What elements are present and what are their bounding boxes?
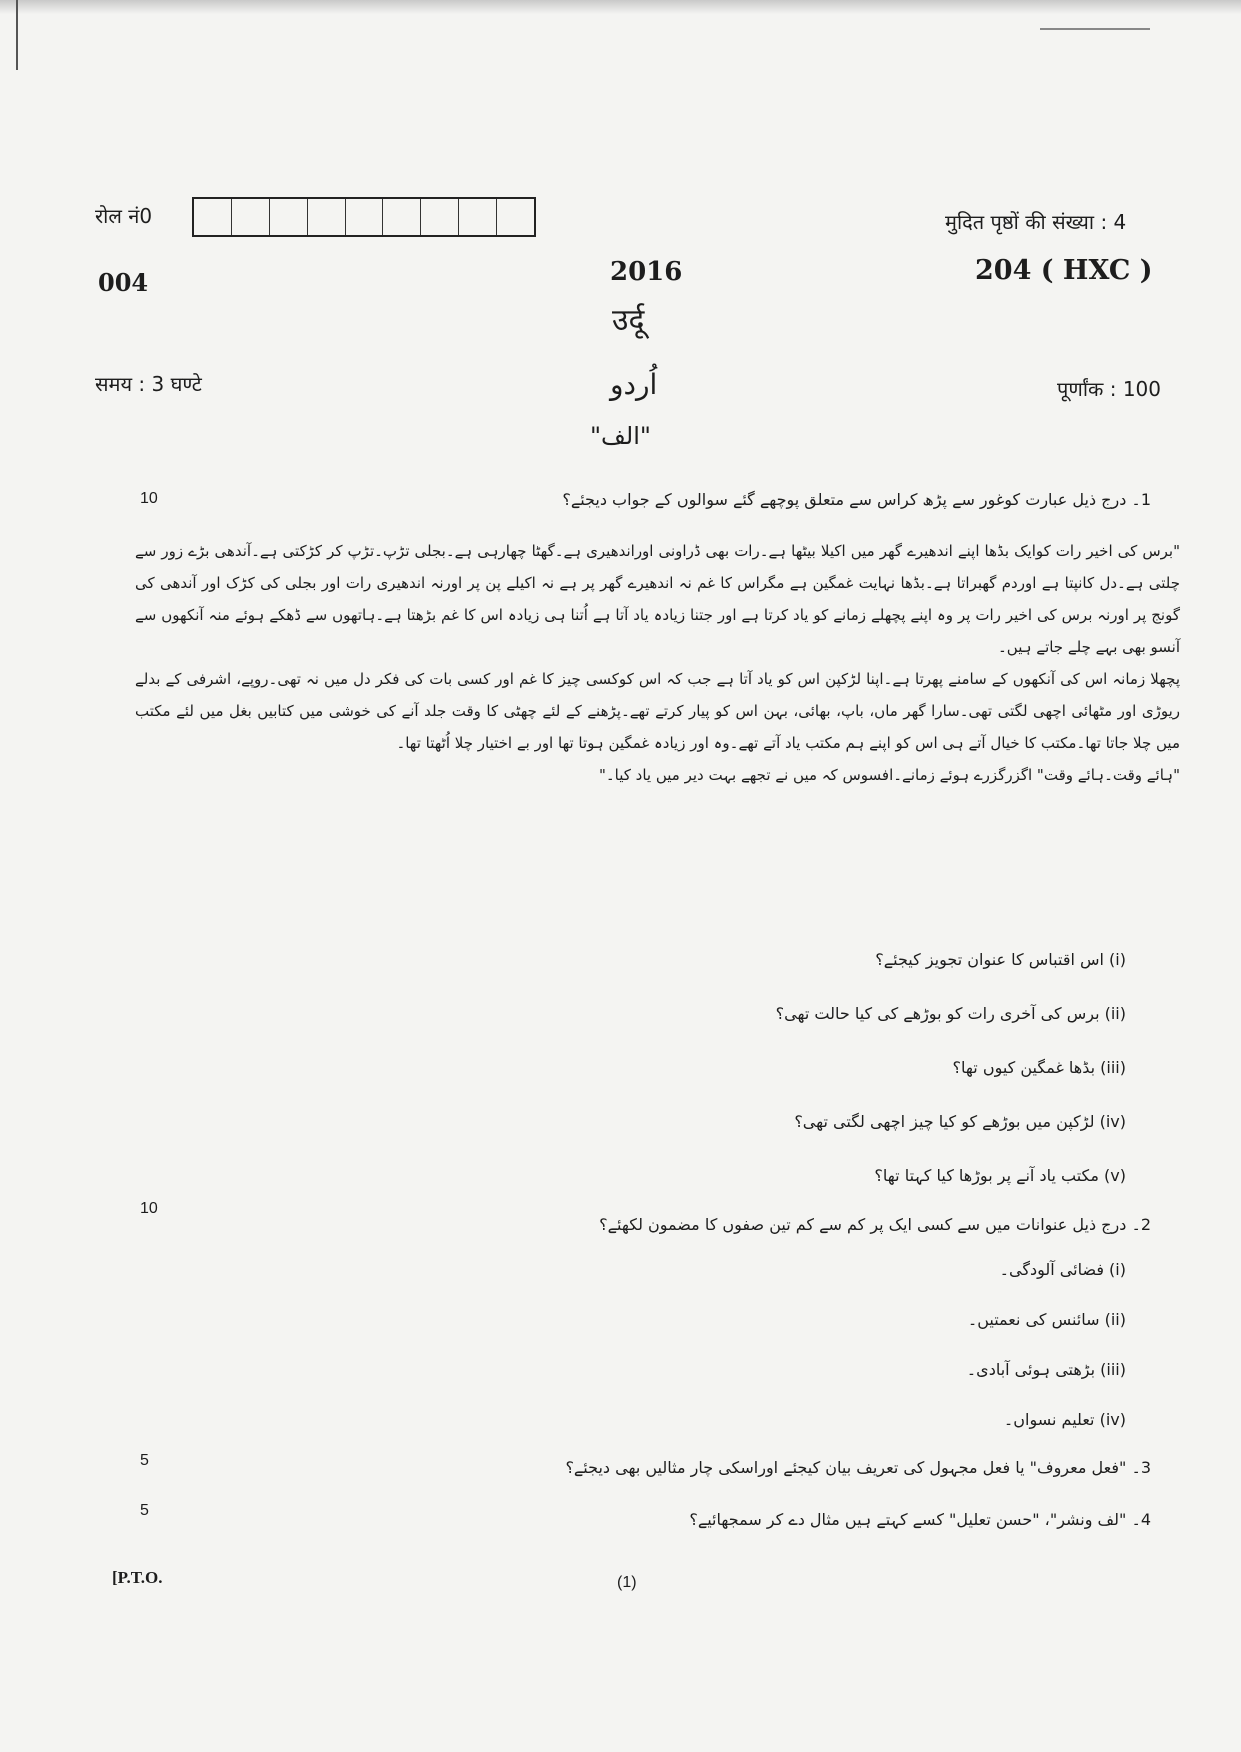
scan-edge-top <box>0 0 1241 14</box>
q3-instruction: 3۔ "فعل معروف" یا فعل مجہول کی تعریف بیان کیجئے اوراسکی چار مثالیں بھی دیجئے؟ <box>565 1458 1151 1477</box>
q1-marks: 10 <box>140 490 158 507</box>
roll-box[interactable] <box>346 199 384 235</box>
roll-number-label: रोल नं0 <box>95 204 153 228</box>
scan-mark-right <box>1040 28 1150 30</box>
q1-sub-v: (v) مکتب یاد آنے پر بوڑھا کیا کہتا تھا؟ <box>874 1166 1126 1185</box>
q1-sub-i: (i) اس اقتباس کا عنوان تجویز کیجئے؟ <box>875 950 1126 969</box>
passage-paragraph-2: پچھلا زمانہ اس کی آنکھوں کے سامنے پھرتا ہے۔اپنا لڑکپن اس کو یاد آتا ہے جب کہ اس کوکسی چیز کا غم اور کسی بات کی فکر دل میں نہ تھی۔روپے، اشرفی کے بدلے ریوڑی اور مٹھائی اچھی لگتی تھی۔سارا گھر ماں، باپ، بھائی، بہن اس کو پیار کرتے تھے۔پڑھنے کے لئے چھٹی کا وقت جلد آنے کی خوشی میں کتابیں بغل میں لئے مکتب میں چلا جاتا تھا۔مکتب کا خیال آتے ہی اس کو اپنے ہم مکتب یاد آتے تھے۔وہ اور زیادہ غمگین ہوتا تھا اور بے اختیار چلا اُٹھتا تھا۔ <box>135 670 1180 752</box>
q2-sub-iii: (iii) بڑھتی ہوئی آبادی۔ <box>966 1360 1126 1379</box>
roll-box[interactable] <box>194 199 232 235</box>
scan-edge-left <box>16 0 18 70</box>
roll-box[interactable] <box>421 199 459 235</box>
paper-serial: 004 <box>98 268 149 297</box>
roll-box[interactable] <box>270 199 308 235</box>
roll-box[interactable] <box>308 199 346 235</box>
q1-sub-ii: (ii) برس کی آخری رات کو بوڑھے کی کیا حالت تھی؟ <box>775 1004 1126 1023</box>
q1-sub-iv: (iv) لڑکپن میں بوڑھے کو کیا چیز اچھی لگتی تھی؟ <box>794 1112 1126 1131</box>
q2-marks: 10 <box>140 1200 158 1217</box>
q3-marks: 5 <box>140 1452 149 1469</box>
maximum-marks: पूर्णांक : 100 <box>1057 377 1161 401</box>
section-heading: "الف" <box>590 422 651 450</box>
please-turn-over: [P.T.O. <box>112 1568 163 1587</box>
q1-sub-iii: (iii) بڈھا غمگین کیوں تھا؟ <box>952 1058 1126 1077</box>
q4-marks: 5 <box>140 1502 149 1519</box>
time-allowed: समय : 3 घण्टे <box>95 372 202 396</box>
roll-box[interactable] <box>497 199 534 235</box>
exam-year: 2016 <box>610 257 683 287</box>
roll-box[interactable] <box>383 199 421 235</box>
q2-sub-iv: (iv) تعلیم نسواں۔ <box>1003 1410 1126 1429</box>
q1-passage <box>135 535 1180 791</box>
roll-box[interactable] <box>459 199 497 235</box>
printed-pages: मुदित पृष्ठों की संख्या : 4 <box>945 210 1127 234</box>
paper-code: 204 ( HXC ) <box>975 255 1153 286</box>
subject-title-hindi: उर्दू <box>612 303 645 338</box>
roll-box[interactable] <box>232 199 270 235</box>
page-number: (1) <box>617 1574 637 1591</box>
passage-paragraph-1: "برس کی اخیر رات کوایک بڈھا اپنے اندھیرے گھر میں اکیلا بیٹھا ہے۔رات بھی ڈراونی اوراندھیری ہے۔گھٹا چھارہی ہے۔بجلی تڑپ۔تڑپ کر کڑکتی ہے۔آندھی بڑے زور سے چلتی ہے۔دل کانپتا ہے اوردم گھبراتا ہے۔بڈھا نہایت غمگین ہے مگراس کا غم نہ اندھیرے گھر پر ہے نہ اکیلے پن پر اورنہ اندھیری رات اور بجلی کی کڑک اور آندھی کی گونج پر اورنہ برس کی اخیر رات پر وہ اپنے پچھلے زمانے کو یاد کرتا ہے اور جتنا زیادہ یاد آتا ہے اُتنا ہی زیادہ اس کا غم بڑھتا ہے۔ہاتھوں سے ڈھکے ہوئے منہ آنکھوں سے آنسو بھی بہے چلے جاتے ہیں۔ <box>135 542 1180 656</box>
q4-instruction: 4۔ "لف ونشر"، "حسن تعلیل" کسے کہتے ہیں مثال دے کر سمجھائیے؟ <box>689 1510 1151 1529</box>
q1-instruction: 1۔ درج ذیل عبارت کوغور سے پڑھ کراس سے متعلق پوچھے گئے سوالوں کے جواب دیجئے؟ <box>562 490 1151 509</box>
passage-paragraph-3: "ہائے وقت۔ہائے وقت" اگزرگزرے ہوئے زمانے۔افسوس کہ میں نے تجھے بہت دیر میں یاد کیا۔" <box>598 766 1180 784</box>
q2-sub-ii: (ii) سائنس کی نعمتیں۔ <box>967 1310 1126 1329</box>
subject-title-urdu: اُردو <box>610 368 658 401</box>
q2-sub-i: (i) فضائی آلودگی۔ <box>999 1260 1126 1279</box>
q2-instruction: 2۔ درج ذیل عنوانات میں سے کسی ایک پر کم سے کم تین صفوں کا مضمون لکھئے؟ <box>599 1215 1151 1234</box>
roll-number-boxes[interactable] <box>192 197 536 237</box>
